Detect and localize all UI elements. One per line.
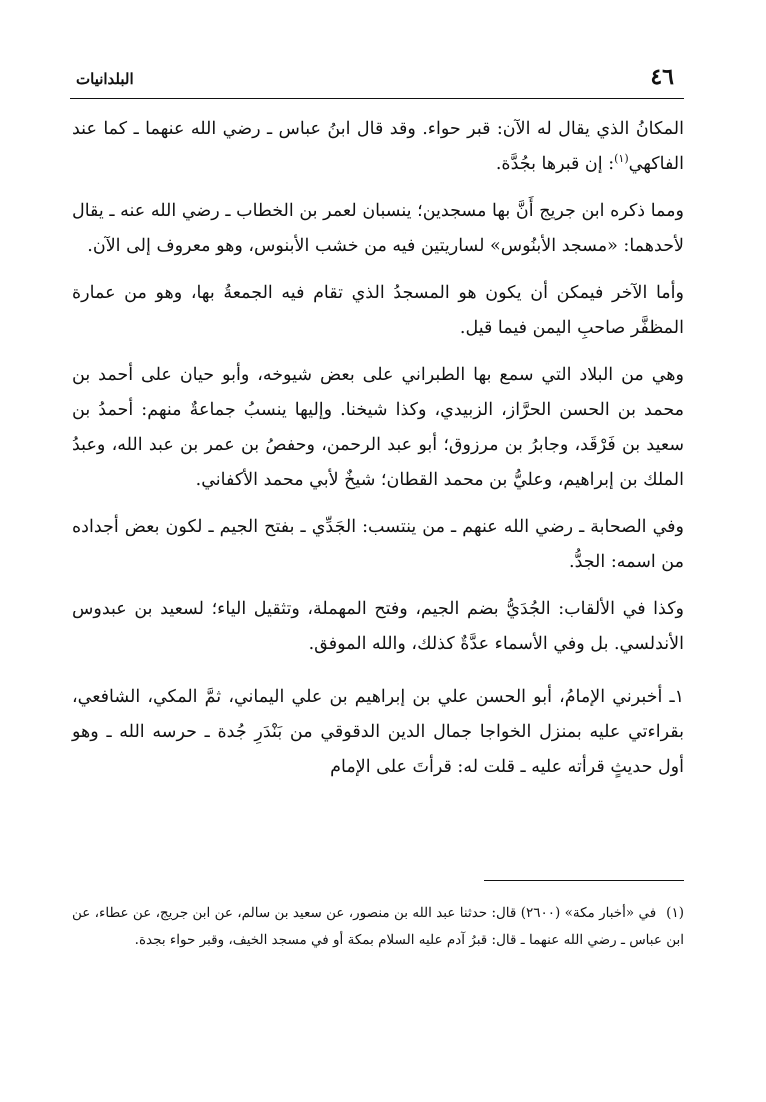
main-text <box>72 112 684 797</box>
paragraph-3: وأما الآخر فيمكن أن يكون هو المسجدُ الذي تقام فيه الجمعةُ بها، وهو من عمارة المظفَّر صاحبِ اليمن فيما قيل. <box>72 283 684 338</box>
paragraph-1-text-after: : إن قبرها بجُدَّة. <box>495 154 615 174</box>
running-title: البلدانيات <box>76 70 134 88</box>
paragraph-4: وهي من البلاد التي سمع بها الطبراني على بعض شيوخه، وأبو حيان على أحمد بن محمد بن الحسن الحرَّاز، الزبيدي، وكذا شيخنا. وإليها ينسبُ جماعةٌ منهم: أحمدُ بن سعيد بن فَرْقَد، وجابرُ بن مرزوق؛ أبو عبد الرحمن، وحفصُ بن عمر بن عبد الله، وعبدُ الملك بن إبراهيم، وعليُّ بن محمد القطان؛ شيخٌ لأبي محمد الأكفاني. <box>72 365 684 490</box>
page-number: ٤٦ <box>650 64 674 90</box>
paragraph-1-text-before: المكانُ الذي يقال له الآن: قبر حواء. وقد قال ابنُ عباس ـ رضي الله عنهما ـ كما عند الفاكهي <box>72 119 684 174</box>
footnote-1-number: (١) <box>666 905 684 921</box>
paragraph-2: ومما ذكره ابن جريج أَنَّ بها مسجدين؛ ينسبان لعمر بن الخطاب ـ رضي الله عنه ـ يقال لأحدهما: «مسجد الأبنُوس» لساريتين فيه من خشب الأبنوس، وهو معروف إلى الآن. <box>72 201 684 256</box>
footnote-1 <box>72 900 684 954</box>
paragraph-5: وفي الصحابة ـ رضي الله عنهم ـ من ينتسب: الجَدِّي ـ بفتح الجيم ـ لكون بعض أجداده من اسمه: الجدُّ. <box>72 517 684 572</box>
footnotes <box>72 900 684 954</box>
footnote-separator <box>484 880 684 881</box>
paragraph-1 <box>72 112 684 182</box>
footnote-marker-1[interactable]: (١) <box>614 152 629 166</box>
paragraph-6: وكذا في الألقاب: الجُدَيُّ بضم الجيم، وفتح المهملة، وتثقيل الياء؛ لسعيد بن عبدوس الأندلسي. بل وفي الأسماء عدَّةٌ كذلك، والله الموفق. <box>72 599 684 654</box>
footnote-1-text: في «أخبار مكة» (٢٦٠٠) قال: حدثنا عبد الله بن منصور، عن سعيد بن سالم، عن ابن جريج، عن عطاء، عن ابن عباس ـ رضي الله عنهما ـ قال: قبرُ آدم عليه السلام بمكة أو في مسجد الخيف، وقبر حواء بجدة. <box>72 905 684 948</box>
page-header <box>70 62 684 99</box>
hadith-paragraph-1: ١ـ أخبرني الإمامُ، أبو الحسن علي بن إبراهيم بن علي اليماني، ثمَّ المكي، الشافعي، بقراءتي عليه بمنزل الخواجا جمال الدين الدقوقي من بَنْدَرِ جُدة ـ حرسه الله ـ وهو أول حديثٍ قرأته عليه ـ قلت له: قرأتَ على الإمام <box>72 687 684 777</box>
